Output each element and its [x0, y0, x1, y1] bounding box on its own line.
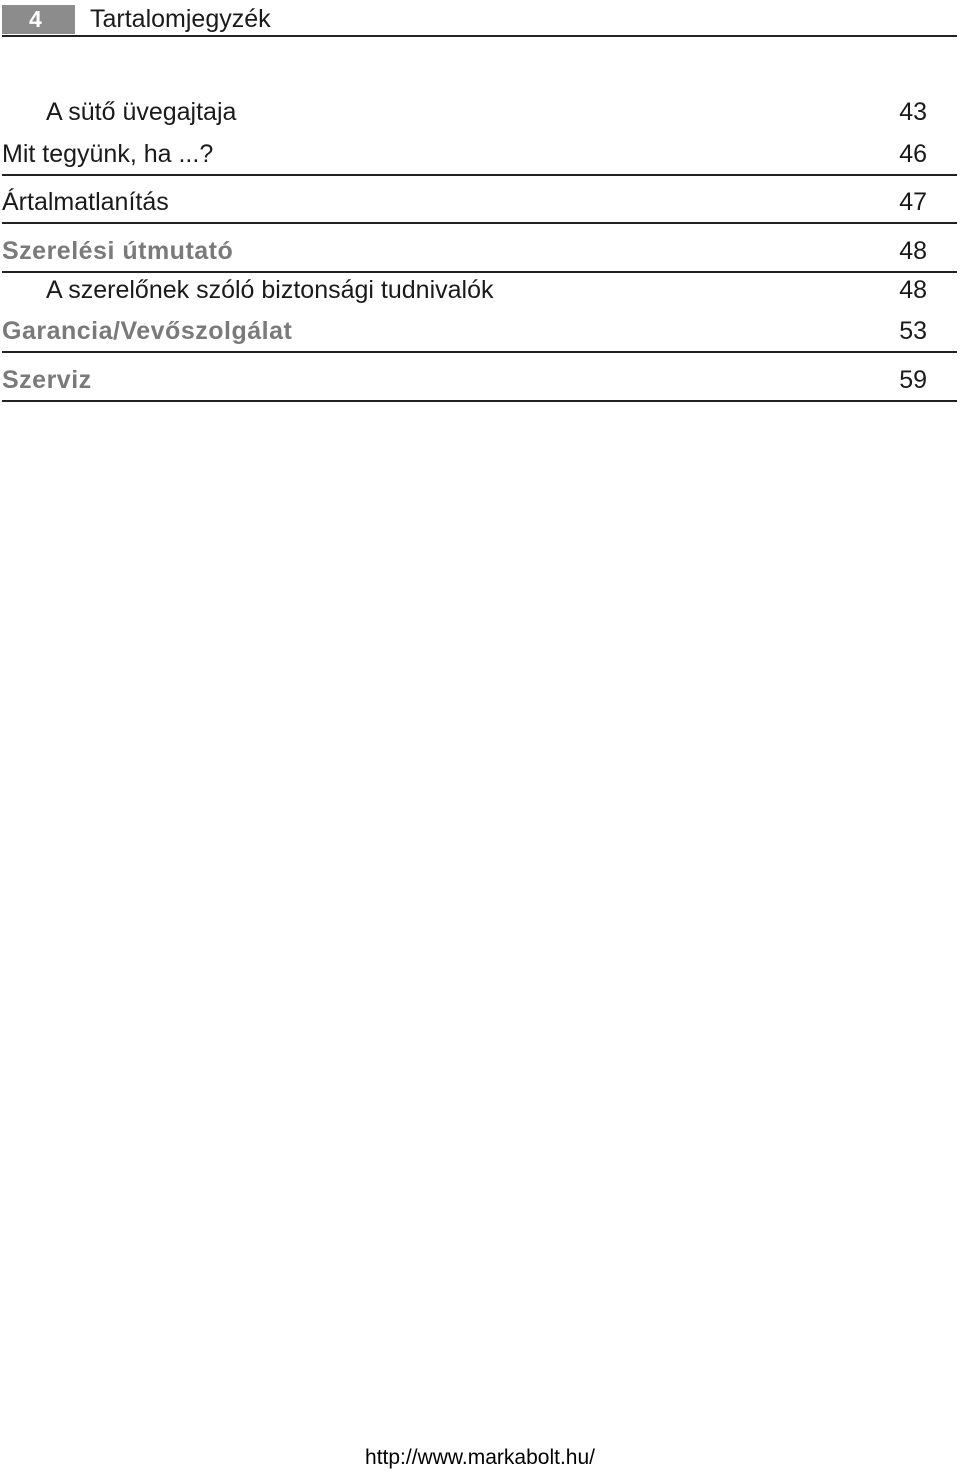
page-number-badge: 4: [2, 5, 75, 34]
toc-entry-label: Garancia/Vevőszolgálat: [2, 317, 293, 345]
toc-entry-page: 43: [899, 98, 927, 126]
toc-entry-label: A sütő üvegajtaja: [46, 98, 237, 126]
toc-entry-page: 48: [899, 237, 927, 265]
toc-entry-label: Ártalmatlanítás: [2, 188, 169, 216]
toc-entry-label: Mit tegyünk, ha ...?: [2, 140, 214, 168]
page-title: Tartalomjegyzék: [90, 5, 271, 33]
toc-entry-troubleshooting[interactable]: [2, 138, 957, 176]
toc-entry-page: 59: [899, 366, 927, 394]
footer-url: http://www.markabolt.hu/: [365, 1446, 595, 1469]
toc-entry-disposal[interactable]: [2, 186, 957, 224]
toc-entry-page: 47: [899, 188, 927, 216]
toc-entry-page: 48: [899, 276, 927, 304]
toc-entry-label: A szerelőnek szóló biztonsági tudnivalók: [46, 276, 494, 304]
toc-entry-warranty-service[interactable]: [2, 315, 957, 353]
toc-entry-installation-guide[interactable]: [2, 235, 957, 273]
toc-entry-label: Szerelési útmutató: [2, 237, 234, 265]
page-header: [2, 3, 957, 37]
toc-entry-oven-glass-door[interactable]: [2, 96, 957, 130]
toc-entry-label: Szerviz: [2, 366, 92, 394]
toc-entry-service[interactable]: [2, 364, 957, 402]
toc-entry-installer-safety[interactable]: [2, 274, 957, 308]
toc-entry-page: 53: [899, 317, 927, 345]
toc-entry-page: 46: [899, 140, 927, 168]
